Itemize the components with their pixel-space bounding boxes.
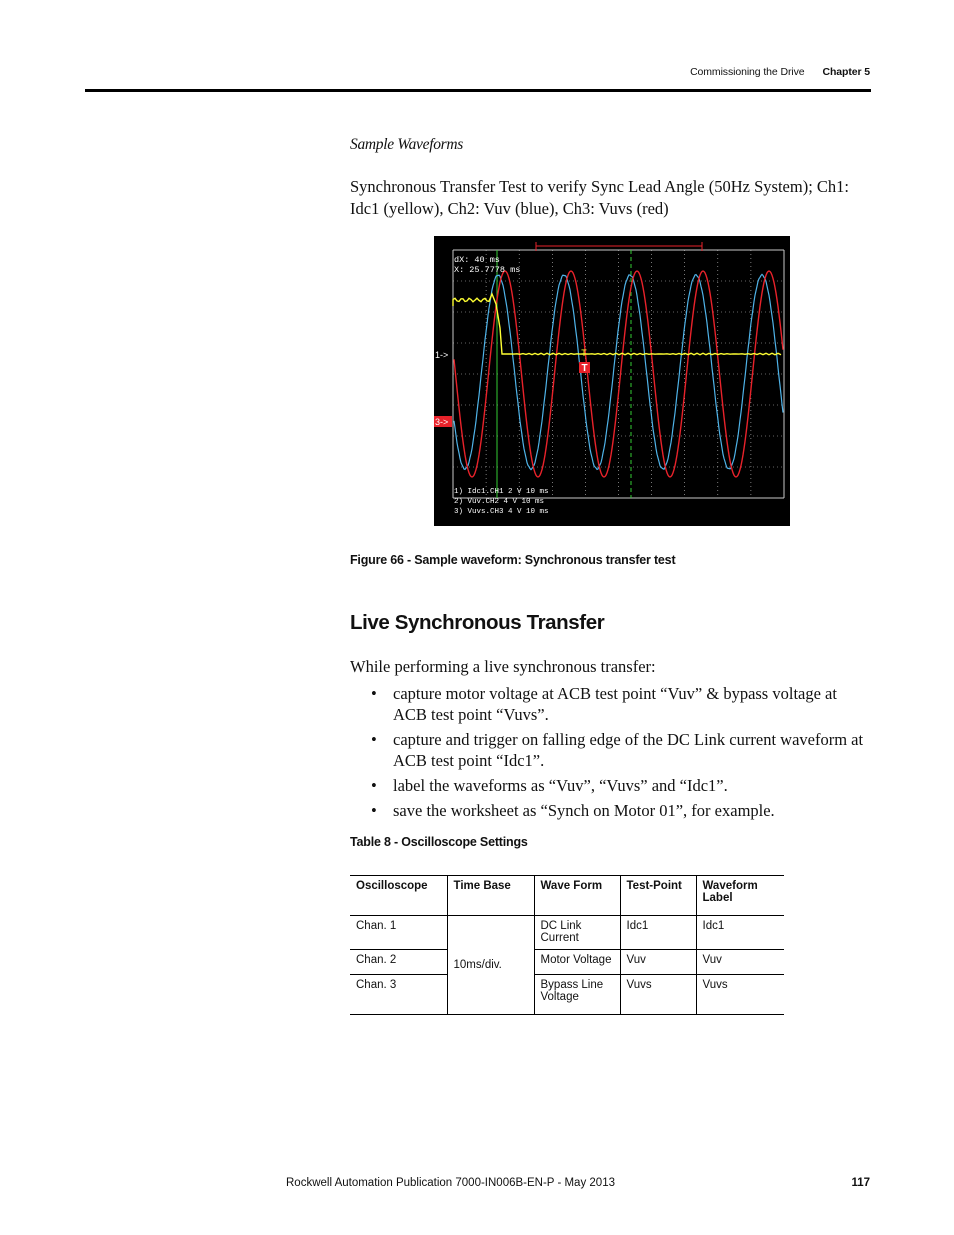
- ch2-waveform: [454, 274, 783, 469]
- oscilloscope-screenshot: [434, 236, 790, 526]
- cell-wave: Bypass Line Voltage: [534, 975, 620, 1015]
- cell-label: Vuvs: [696, 975, 784, 1015]
- cursor-readout: X: 25.7778 ms: [454, 265, 521, 275]
- subheading: Sample Waveforms: [350, 136, 464, 153]
- header-rule: [85, 89, 871, 92]
- cell-scope: Chan. 1: [350, 916, 447, 950]
- cell-label: Idc1: [696, 916, 784, 950]
- trigger-level-label: T: [581, 348, 587, 358]
- table-row: [350, 950, 784, 975]
- bullet-glyph: •: [371, 801, 377, 820]
- list-item: [371, 683, 871, 725]
- list-item-text: save the worksheet as “Synch on Motor 01”, for example.: [393, 801, 775, 820]
- header-chapter: Chapter 5: [822, 66, 870, 78]
- header-time-base: Time Base: [447, 876, 534, 916]
- list-item-text: label the waveforms as “Vuv”, “Vuvs” and “Idc1”.: [393, 776, 728, 795]
- list-item: [371, 729, 871, 771]
- cell-point: Vuvs: [620, 975, 696, 1015]
- ch1-marker: 1->: [435, 350, 449, 360]
- figure-caption: Figure 66 - Sample waveform: Synchronous transfer test: [350, 553, 676, 567]
- cell-wave: Motor Voltage: [534, 950, 620, 975]
- section-title: Live Synchronous Transfer: [350, 611, 605, 634]
- cell-scope: Chan. 3: [350, 975, 447, 1015]
- cell-point: Idc1: [620, 916, 696, 950]
- lead-paragraph: While performing a live synchronous transfer:: [350, 657, 656, 676]
- cell-scope: Chan. 2: [350, 950, 447, 975]
- delta-readout: dX: 40 ms: [454, 255, 500, 265]
- oscilloscope-display: [434, 236, 790, 526]
- channel-line-3: 3) Vuvs.CH3 4 V 10 ms: [454, 508, 549, 516]
- intro-paragraph: Synchronous Transfer Test to verify Sync Lead Angle (50Hz System); Ch1: Idc1 (yellow), Ch2: Vuv (blue), Ch3: Vuvs (red): [350, 177, 849, 218]
- table-row: [350, 916, 784, 950]
- bullet-glyph: •: [371, 776, 377, 795]
- footer-publication: Rockwell Automation Publication 7000-IN006B-EN-P - May 2013: [286, 1177, 615, 1189]
- running-head: [690, 66, 870, 78]
- header-section: Commissioning the Drive: [690, 66, 805, 78]
- cell-point: Vuv: [620, 950, 696, 975]
- bullet-glyph: •: [371, 730, 377, 749]
- scope-grid: [453, 250, 784, 498]
- table-header-row: [350, 876, 784, 916]
- list-item: [371, 800, 871, 821]
- trigger-label: T: [581, 363, 588, 374]
- bullet-list: [371, 683, 871, 825]
- header-waveform-label: Waveform Label: [696, 876, 784, 916]
- cell-time-base: 10ms/div.: [447, 916, 534, 1015]
- list-item: [371, 775, 871, 796]
- list-item-text: capture motor voltage at ACB test point “Vuv” & bypass voltage at ACB test point “Vuvs”.: [393, 684, 837, 724]
- header-test-point: Test-Point: [620, 876, 696, 916]
- header-oscilloscope: Oscilloscope: [350, 876, 447, 916]
- table-caption: Table 8 - Oscilloscope Settings: [350, 835, 528, 849]
- page-number: 117: [851, 1177, 870, 1189]
- channel-line-1: 1) Idc1.CH1 2 V 10 ms: [454, 488, 549, 496]
- table-row: [350, 975, 784, 1015]
- bullet-glyph: •: [371, 684, 377, 703]
- oscilloscope-settings-table: [350, 875, 784, 1015]
- header-wave-form: Wave Form: [534, 876, 620, 916]
- ch3-marker: 3->: [435, 417, 449, 427]
- channel-line-2: 2) Vuv.CH2 4 V 10 ms: [454, 498, 545, 506]
- cell-wave: DC Link Current: [534, 916, 620, 950]
- list-item-text: capture and trigger on falling edge of the DC Link current waveform at ACB test point “Idc1”.: [393, 730, 864, 770]
- cell-label: Vuv: [696, 950, 784, 975]
